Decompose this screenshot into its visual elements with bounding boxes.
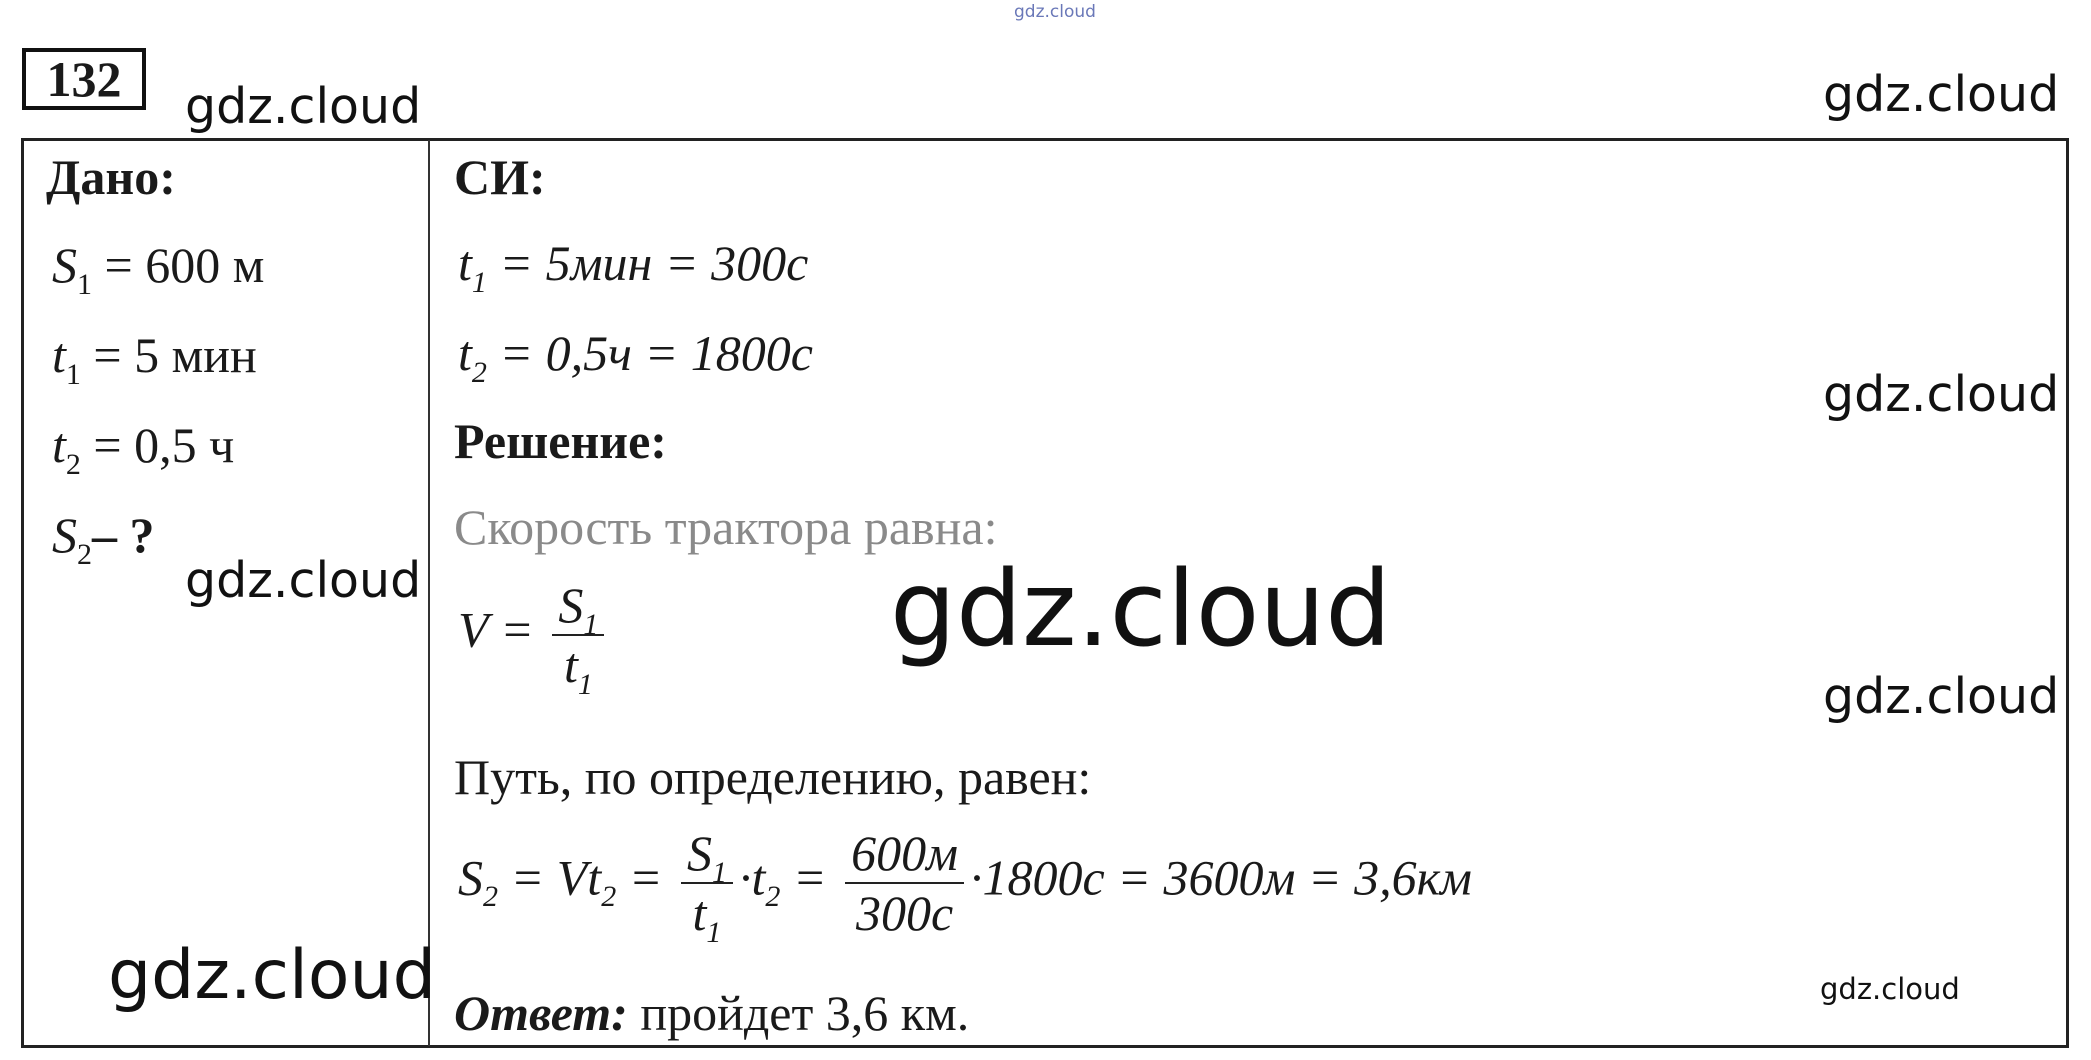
answer: Ответ: пройдет 3,6 км. xyxy=(454,985,970,1041)
given-find: $S_2-$ ? xyxy=(52,507,155,571)
watermark-left-bottom: gdz.cloud xyxy=(108,936,436,1015)
si-t1: $t_1 = 5мин = 300с$ xyxy=(458,235,809,299)
watermark-top: gdz.cloud xyxy=(1014,2,1096,22)
formula-s: $S_2 = Vt_2$ = $\frac{S_1}{t_1}$ $\cdot t_2$ = $\frac{600м}{300с}$ ·1800с = 3600м = 3,6км xyxy=(458,825,1472,949)
given-t2: $t_2 = 0,5$ ч xyxy=(52,417,235,481)
watermark-header-right: gdz.cloud xyxy=(1823,66,2060,123)
formula-v: V = $\frac{S_1}{t_1}$ xyxy=(458,576,610,694)
watermark-right-2: gdz.cloud xyxy=(1823,668,2060,725)
fraction-600-300: $\frac{600м}{300с}$ xyxy=(845,824,964,942)
watermark-center: gdz.cloud xyxy=(890,548,1392,670)
si-t2: $t_2 = 0,5ч = 1800с$ xyxy=(458,325,813,389)
column-divider xyxy=(428,140,430,1046)
watermark-left-mid: gdz.cloud xyxy=(185,552,422,609)
solution-heading: Решение: xyxy=(454,413,667,469)
speed-text: Скорость трактора равна: xyxy=(454,499,998,555)
given-heading: Дано: xyxy=(46,149,176,205)
given-t1: $t_1 = 5$ мин xyxy=(52,327,257,391)
path-text: Путь, по определению, равен: xyxy=(454,749,1092,805)
watermark-right-small: gdz.cloud xyxy=(1820,972,1960,1006)
problem-number: 132 xyxy=(22,48,146,110)
watermark-header-left: gdz.cloud xyxy=(185,78,422,135)
fraction-s1-t1-b: $\frac{S_1}{t_1}$ xyxy=(681,824,733,942)
given-s1: $S_1 = 600$ м xyxy=(52,237,265,301)
fraction-s1-t1: $\frac{S_1}{t_1}$ xyxy=(552,576,604,694)
si-heading: СИ: xyxy=(454,149,546,205)
watermark-right-1: gdz.cloud xyxy=(1823,366,2060,423)
